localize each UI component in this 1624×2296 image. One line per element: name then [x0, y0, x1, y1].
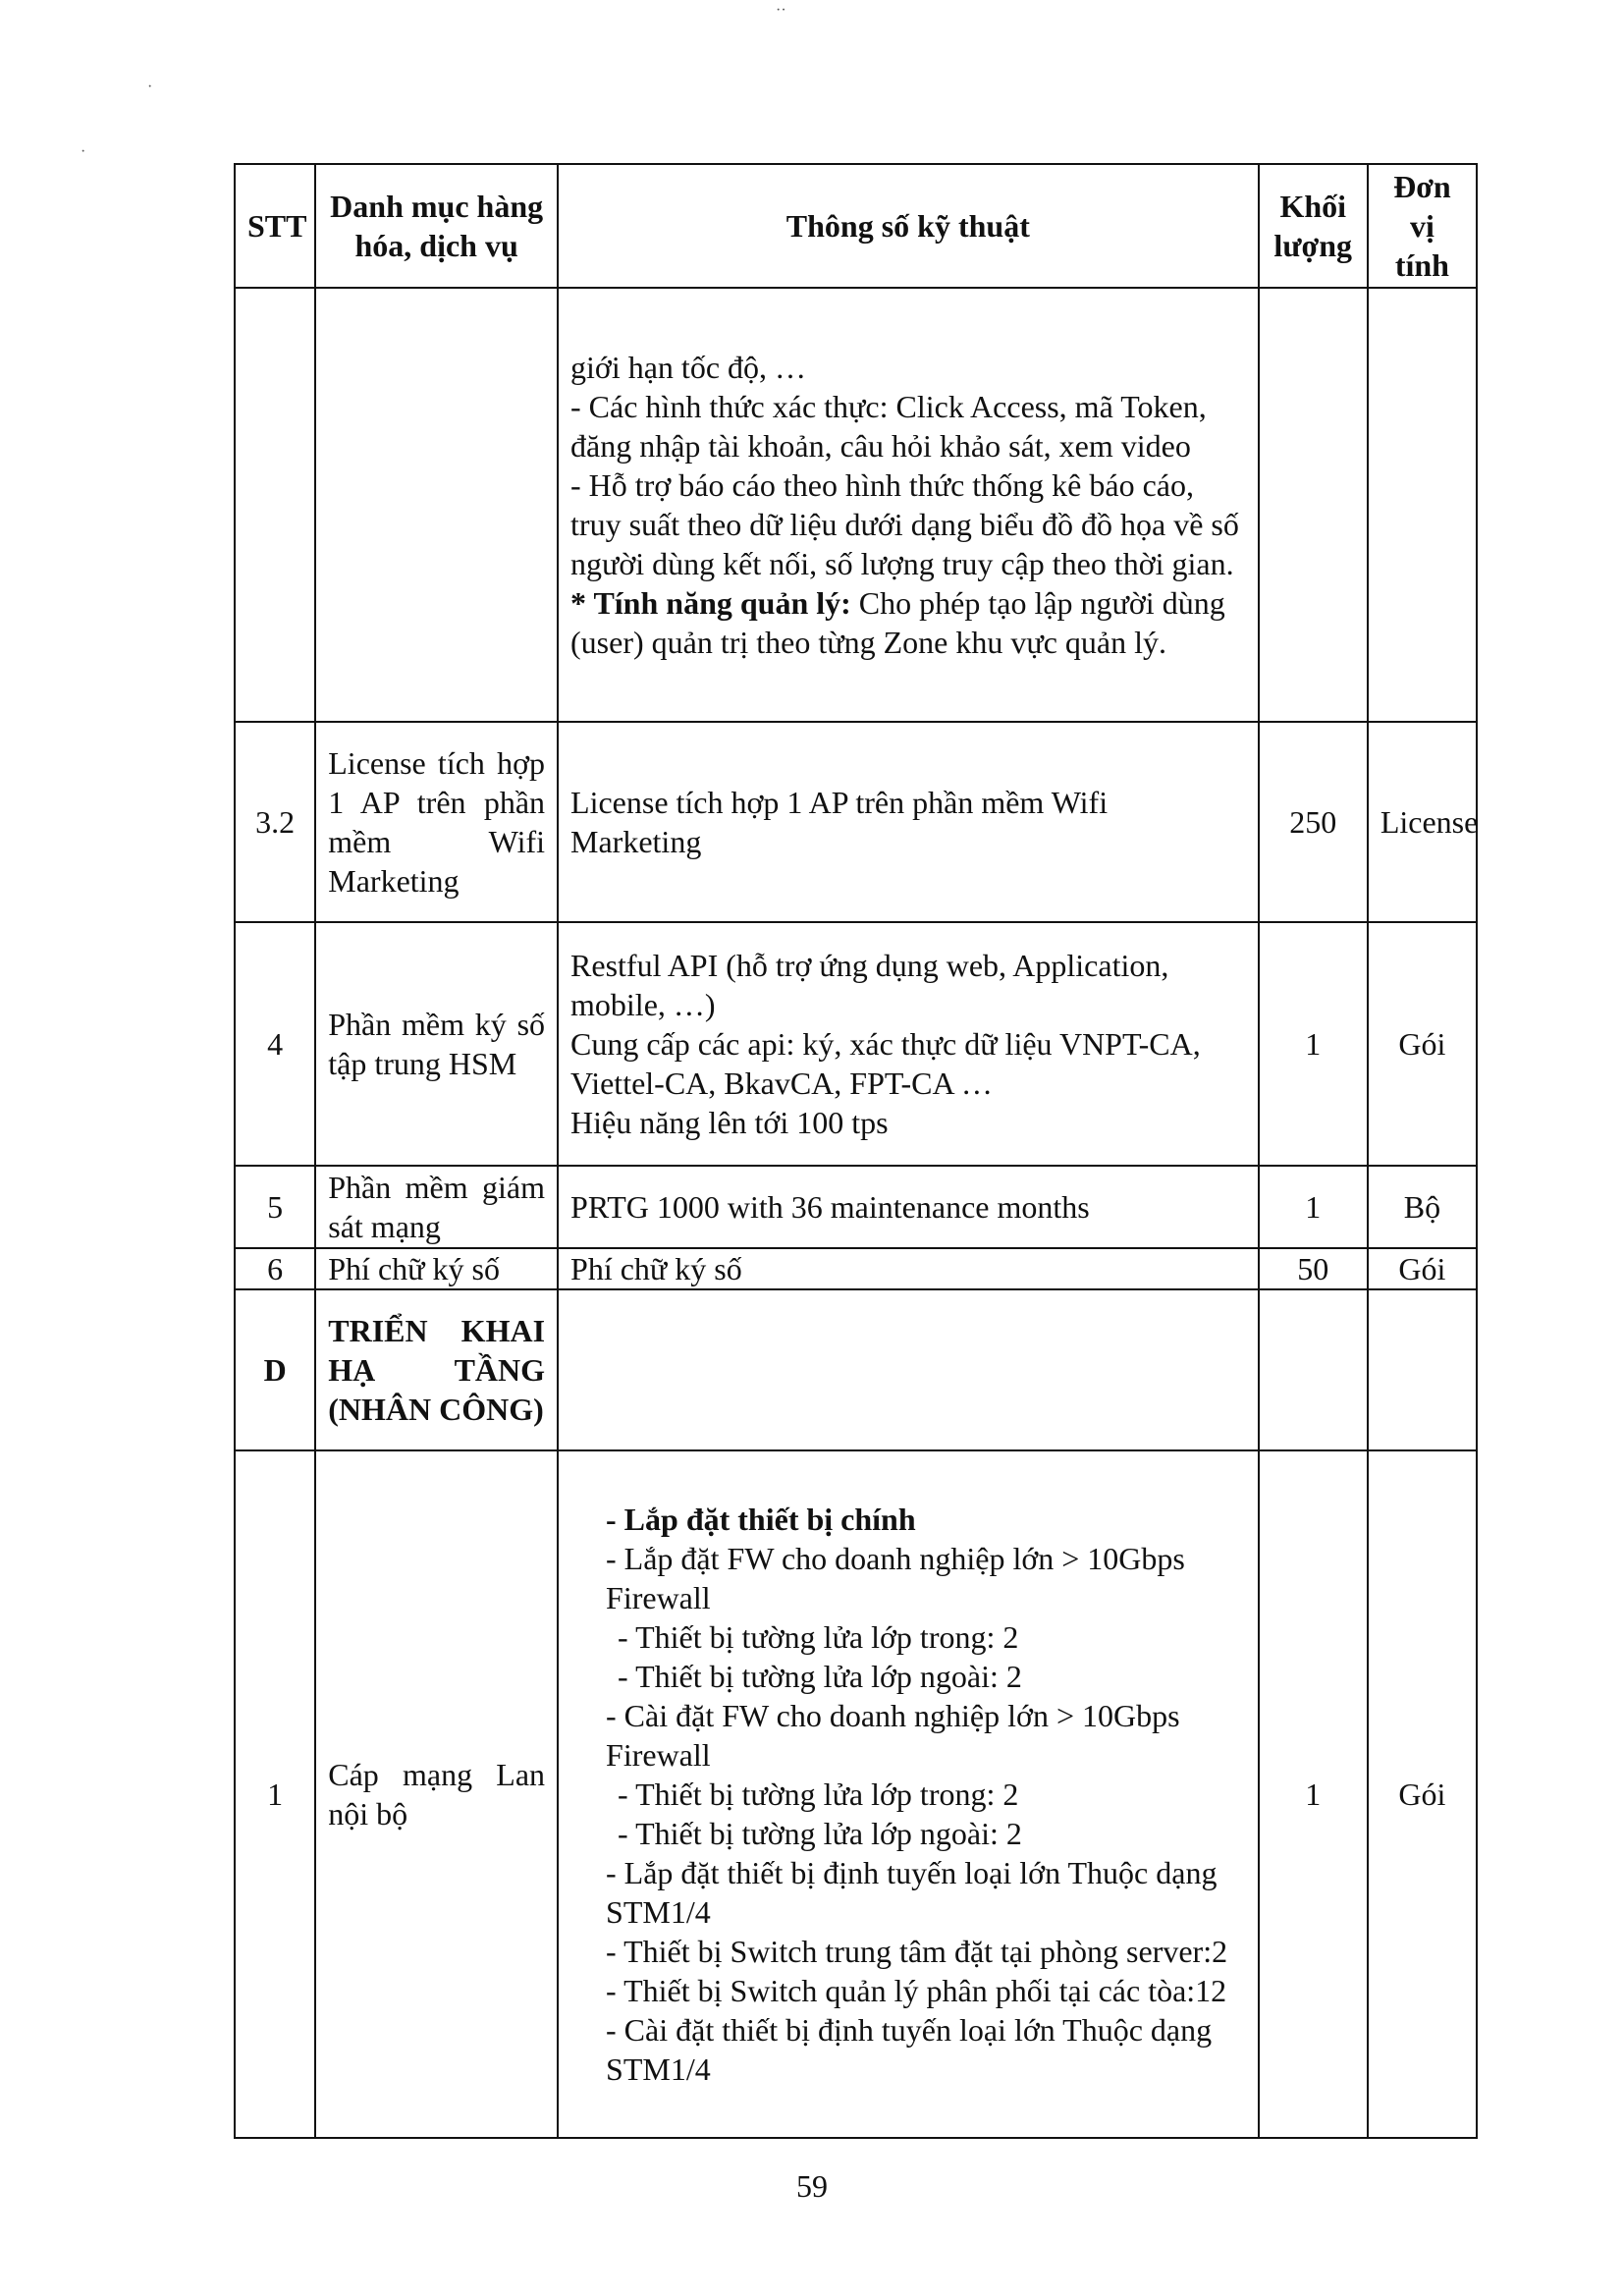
cell-stt: 6 — [235, 1248, 315, 1289]
table-row — [235, 288, 1477, 722]
cell-goods-name: Phần mềm giám sát mạng — [315, 1166, 558, 1248]
header-goods-services: Danh mục hàng hóa, dịch vụ — [315, 164, 558, 288]
scan-speck: ·· — [776, 2, 786, 19]
spec-line: Cung cấp các api: ký, xác thực dữ liệu VNPT-CA, Viettel-CA, BkavCA, FPT-CA … — [570, 1026, 1201, 1101]
specification-table — [234, 163, 1478, 2139]
cell-quantity: 1 — [1259, 1450, 1368, 2138]
spec-line: giới hạn tốc độ, … — [570, 350, 807, 385]
table-row — [235, 1450, 1477, 2138]
cell-section-stt: D — [235, 1289, 315, 1450]
cell-unit: Gói — [1368, 922, 1477, 1166]
scan-speck: · — [147, 79, 153, 95]
table-row — [235, 722, 1477, 922]
cell-section-name: TRIỂN KHAI HẠ TẦNG (NHÂN CÔNG) — [315, 1289, 558, 1450]
cell-spec: PRTG 1000 with 36 maintenance months — [558, 1166, 1259, 1248]
cell-unit: Gói — [1368, 1450, 1477, 2138]
spec-line: - Thiết bị tường lửa lớp trong: 2 — [618, 1777, 1019, 1812]
section-row — [235, 1289, 1477, 1450]
cell-goods-name: Phí chữ ký số — [315, 1248, 558, 1289]
header-row — [235, 164, 1477, 288]
cell-unit — [1368, 1289, 1477, 1450]
spec-line: - Thiết bị Switch quản lý phân phối tại các tòa:12 — [606, 1973, 1227, 2008]
cell-stt: 1 — [235, 1450, 315, 2138]
cell-unit: License — [1368, 722, 1477, 922]
spec-line: Restful API (hỗ trợ ứng dụng web, Application, mobile, …) — [570, 948, 1169, 1022]
cell-stt — [235, 288, 315, 722]
cell-unit — [1368, 288, 1477, 722]
table-row — [235, 1248, 1477, 1289]
spec-line: - Lắp đặt thiết bị định tuyến loại lớn Thuộc dạng STM1/4 — [606, 1855, 1218, 1930]
spec-line: - Thiết bị tường lửa lớp trong: 2 — [618, 1619, 1019, 1655]
spec-line: - Lắp đặt FW cho doanh nghiệp lớn > 10Gbps Firewall — [606, 1541, 1185, 1615]
specification-table-wrapper — [234, 163, 1478, 2139]
cell-stt: 5 — [235, 1166, 315, 1248]
management-text: Cho phép tạo lập người dùng (user) quản trị theo từng Zone khu vực quản lý. — [570, 585, 1225, 660]
spec-line: - Các hình thức xác thực: Click Access, mã Token, đăng nhập tài khoản, câu hỏi khảo sát, xem video — [570, 389, 1207, 464]
spec-line: - Hỗ trợ báo cáo theo hình thức thống kê báo cáo, truy suất theo dữ liệu dưới dạng biểu đồ đồ họa về số người dùng kết nối, số lượng truy cập theo thời gian. — [570, 467, 1239, 581]
spec-line: - Lắp đặt thiết bị chính — [606, 1502, 916, 1537]
cell-unit: Gói — [1368, 1248, 1477, 1289]
cell-unit: Bộ — [1368, 1166, 1477, 1248]
cell-goods-name: Cáp mạng Lan nội bộ — [315, 1450, 558, 2138]
cell-stt: 3.2 — [235, 722, 315, 922]
management-label: * Tính năng quản lý: — [570, 585, 851, 621]
cell-stt: 4 — [235, 922, 315, 1166]
spec-line: Hiệu năng lên tới 100 tps — [570, 1105, 889, 1140]
cell-spec — [558, 1450, 1259, 2138]
spec-line: - Thiết bị tường lửa lớp ngoài: 2 — [618, 1816, 1022, 1851]
cell-spec — [558, 922, 1259, 1166]
spec-line: - Cài đặt thiết bị định tuyến loại lớn Thuộc dạng STM1/4 — [606, 2012, 1213, 2087]
header-technical-specs: Thông số kỹ thuật — [558, 164, 1259, 288]
spec-line: - Cài đặt FW cho doanh nghiệp lớn > 10Gbps Firewall — [606, 1698, 1180, 1773]
cell-goods-name: Phần mềm ký số tập trung HSM — [315, 922, 558, 1166]
page-number: 59 — [796, 2168, 828, 2204]
spec-line: - Thiết bị Switch trung tâm đặt tại phòng server:2 — [606, 1934, 1228, 1969]
cell-quantity: 50 — [1259, 1248, 1368, 1289]
cell-quantity: 250 — [1259, 722, 1368, 922]
cell-quantity: 1 — [1259, 922, 1368, 1166]
header-stt: STT — [235, 164, 315, 288]
cell-quantity — [1259, 1289, 1368, 1450]
spec-line-management — [570, 583, 1246, 662]
cell-spec — [558, 1289, 1259, 1450]
cell-goods-name — [315, 288, 558, 722]
spec-line: - Thiết bị tường lửa lớp ngoài: 2 — [618, 1659, 1022, 1694]
table-row — [235, 922, 1477, 1166]
cell-goods-name: License tích hợp 1 AP trên phần mềm Wifi Marketing — [315, 722, 558, 922]
header-quantity: Khối lượng — [1259, 164, 1368, 288]
table-row — [235, 1166, 1477, 1248]
scan-speck: · — [81, 143, 86, 160]
cell-spec — [558, 288, 1259, 722]
cell-quantity: 1 — [1259, 1166, 1368, 1248]
cell-quantity — [1259, 288, 1368, 722]
cell-spec: License tích hợp 1 AP trên phần mềm Wifi Marketing — [558, 722, 1259, 922]
cell-spec: Phí chữ ký số — [558, 1248, 1259, 1289]
header-unit: Đơn vị tính — [1368, 164, 1477, 288]
